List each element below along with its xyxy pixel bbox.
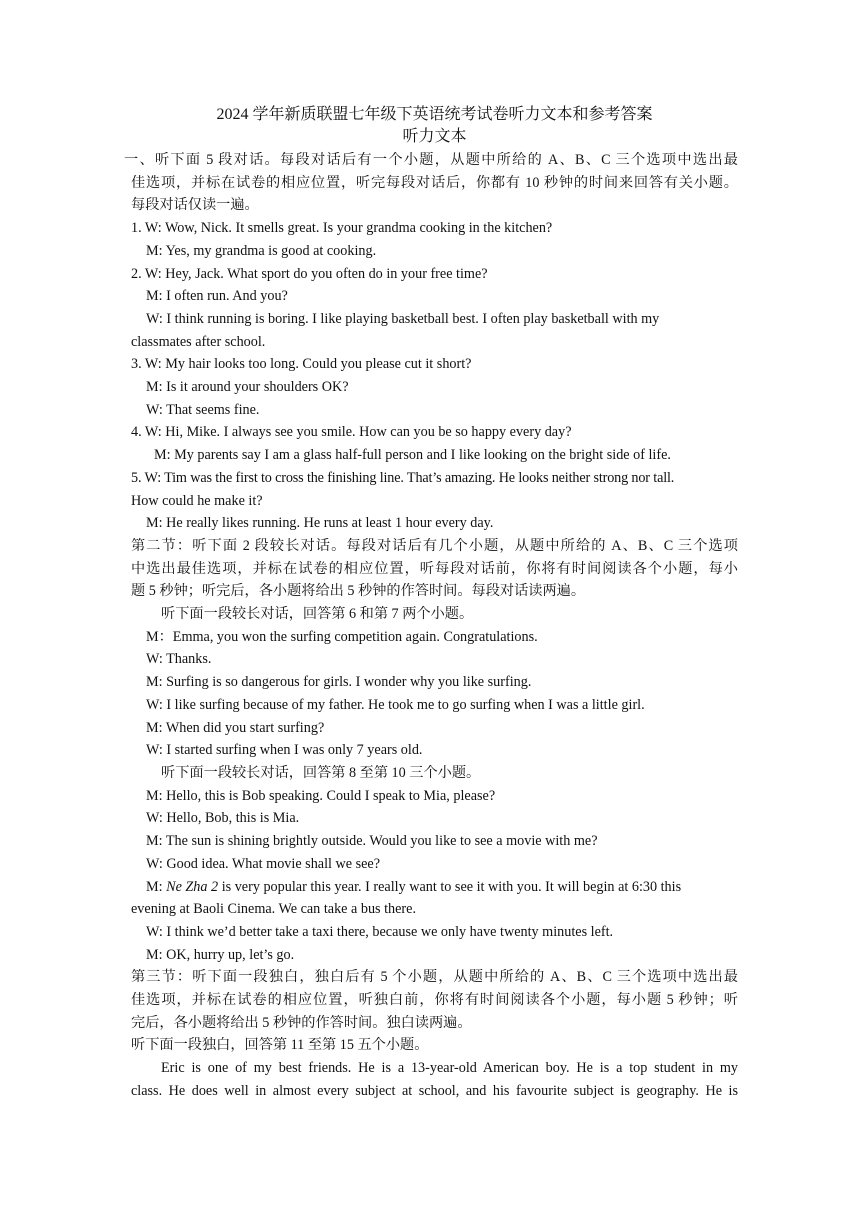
conversation-b-movie-line-1 — [131, 876, 738, 899]
conversation-a-intro: 听下面一段较长对话，回答第 6 和第 7 两个小题。 — [161, 606, 474, 623]
dialogue-4-woman: 4. W: Hi, Mike. I always see you smile. How can you be so happy every day? — [131, 424, 572, 441]
conversation-a-line: W: Thanks. — [146, 651, 212, 668]
dialogue-3-man: M: Is it around your shoulders OK? — [146, 379, 349, 396]
section-1-instructions-line-1: 一、听下面 5 段对话。每段对话后有一个小题，从题中所给的 A、B、C 三个选项中选出最 — [124, 152, 738, 168]
monologue-line-2: class. He does well in almost every subject at school, and his favourite subject is geography. He is — [131, 1082, 738, 1099]
conversation-b-intro: 听下面一段较长对话，回答第 8 至第 10 三个小题。 — [161, 764, 481, 781]
section-2-instructions-line-1: 第二节：听下面 2 段较长对话。每段对话后有几个小题，从题中所给的 A、B、C 三个选项 — [131, 537, 738, 554]
dialogue-2-woman-2-line-2: classmates after school. — [131, 333, 266, 350]
dialogue-2-man: M: I often run. And you? — [146, 288, 288, 305]
document-subtitle: 听力文本 — [402, 128, 467, 145]
conversation-b-movie-line-2: evening at Baoli Cinema. We can take a bus there. — [131, 901, 417, 918]
document-page — [124, 104, 738, 1103]
section-1 — [124, 149, 738, 535]
section-3 — [131, 966, 738, 1102]
dialogue-1-man: M: Yes, my grandma is good at cooking. — [146, 242, 377, 259]
dialogue-1-woman: 1. W: Wow, Nick. It smells great. Is your grandma cooking in the kitchen? — [131, 220, 553, 237]
conversation-b-end-line: M: OK, hurry up, let’s go. — [146, 946, 295, 963]
dialogue-3-woman-2: W: That seems fine. — [146, 401, 260, 418]
movie-line-rest: is very popular this year. I really want to see it with you. It will begin at 6:30 this — [218, 878, 682, 895]
section-3-instructions-line-1: 第三节：听下面一段独白，独白后有 5 个小题，从题中所给的 A、B、C 三个选项中选出最 — [131, 969, 738, 986]
movie-title: Ne Zha 2 — [166, 878, 219, 895]
conversation-a-line: W: I like surfing because of my father. He took me to go surfing when I was a little girl. — [146, 696, 645, 713]
speaker-prefix: M: — [146, 878, 167, 895]
conversation-a-line: M：Emma, you won the surfing competition again. Congratulations. — [146, 628, 538, 645]
section-3-instructions-line-3: 完后，各小题将给出 5 秒钟的作答时间。独白读两遍。 — [131, 1014, 472, 1031]
dialogue-5-man: M: He really likes running. He runs at least 1 hour every day. — [146, 515, 494, 532]
dialogue-2-woman-2-line-1: W: I think running is boring. I like playing basketball best. I often play basketball with my — [146, 310, 660, 327]
conversation-a-line: M: Surfing is so dangerous for girls. I wonder why you like surfing. — [146, 674, 532, 691]
conversation-b-line: M: The sun is shining brightly outside. Would you like to see a movie with me? — [146, 833, 598, 850]
monologue-line-1: Eric is one of my best friends. He is a 13-year-old American boy. He is a top student in my — [161, 1060, 738, 1077]
conversation-b-line: M: Hello, this is Bob speaking. Could I speak to Mia, please? — [146, 787, 496, 804]
dialogue-5-woman-line-2: How could he make it? — [131, 492, 263, 509]
section-2-instructions-line-3: 题 5 秒钟；听完后，各小题将给出 5 秒钟的作答时间。每段对话读两遍。 — [131, 583, 586, 600]
dialogue-2-woman: 2. W: Hey, Jack. What sport do you often do in your free time? — [131, 265, 488, 282]
conversation-a-line: M: When did you start surfing? — [146, 719, 325, 736]
conversation-b-line: W: Good idea. What movie shall we see? — [146, 855, 381, 872]
section-1-instructions-line-3: 每段对话仅读一遍。 — [131, 197, 259, 214]
conversation-a-line: W: I started surfing when I was only 7 years old. — [146, 742, 423, 759]
document-title: 2024 学年新质联盟七年级下英语统考试卷听力文本和参考答案 — [216, 106, 653, 123]
section-3-instructions-line-2: 佳选项，并标在试卷的相应位置，听独白前，你将有时间阅读各个小题，每小题 5 秒钟；听 — [131, 992, 738, 1009]
section-1-instructions-line-2: 佳选项，并标在试卷的相应位置，听完每段对话后，你都有 10 秒钟的时间来回答有关小题。 — [131, 174, 738, 191]
monologue-intro: 听下面一段独白，回答第 11 至第 15 五个小题。 — [131, 1037, 429, 1054]
conversation-b-line: W: Hello, Bob, this is Mia. — [146, 810, 300, 827]
dialogue-5-woman-line-1: 5. W: Tim was the first to cross the finishing line. That’s amazing. He looks neither strong nor tall. — [131, 469, 675, 486]
section-2 — [131, 535, 738, 966]
section-2-instructions-line-2: 中选出最佳选项，并标在试卷的相应位置，听每段对话前，你将有时间阅读各个小题，每小 — [131, 560, 738, 577]
dialogue-3-woman: 3. W: My hair looks too long. Could you please cut it short? — [131, 356, 472, 373]
conversation-b-taxi-line: W: I think we’d better take a taxi there, because we only have twenty minutes left. — [146, 923, 614, 940]
dialogue-4-man: M: My parents say I am a glass half-full person and I like looking on the bright side of life. — [154, 447, 671, 464]
